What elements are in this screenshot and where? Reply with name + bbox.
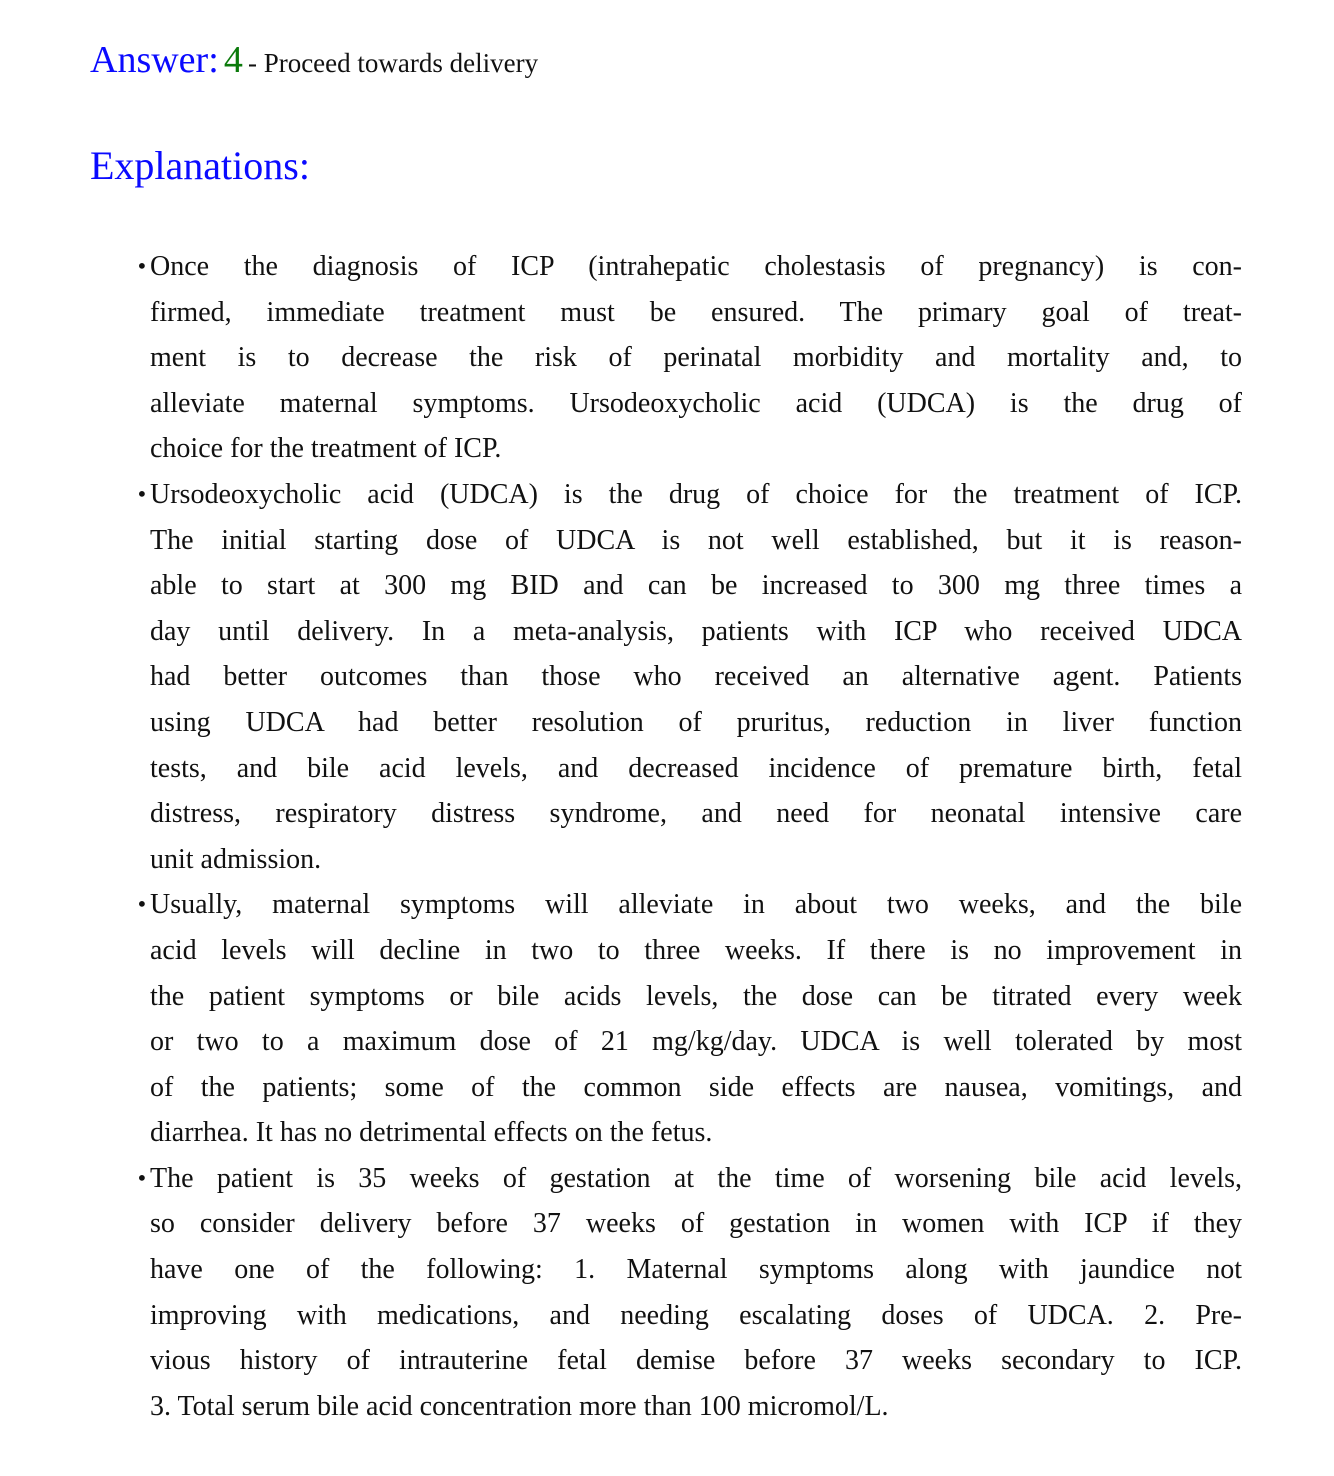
answer-line <box>90 38 538 82</box>
explanation-line-text: The patient is 35 weeks of gestation at the time of worsening bile acid levels, <box>150 1162 1242 1194</box>
explanation-line <box>150 654 1242 700</box>
explanation-line <box>150 1201 1242 1247</box>
explanation-line-text: distress, respiratory distress syndrome, and need for neonatal intensive care <box>150 798 1242 830</box>
explanation-line-text: improving with medications, and needing escalating doses of UDCA. 2. Pre- <box>150 1299 1242 1331</box>
bullet-dot-icon: • <box>136 1165 148 1190</box>
explanation-line <box>150 381 1242 427</box>
explanation-line <box>150 974 1242 1020</box>
bullet-dot-icon: • <box>136 481 148 506</box>
explanation-line-text: 3. Total serum bile acid concentration more than 100 micromol/L. <box>150 1390 889 1422</box>
explanation-item <box>132 1156 1242 1430</box>
explanation-line-text: The initial starting dose of UDCA is not well established, but it is reason- <box>150 524 1242 556</box>
explanation-item <box>132 472 1242 882</box>
explanation-line-text: so consider delivery before 37 weeks of gestation in women with ICP if they <box>150 1208 1242 1240</box>
explanation-line <box>150 426 1242 472</box>
explanation-line-text: Once the diagnosis of ICP (intrahepatic cholestasis of pregnancy) is con- <box>150 251 1242 282</box>
explanation-line <box>150 1065 1242 1111</box>
explanation-line <box>150 472 1242 518</box>
explanation-line-text: able to start at 300 mg BID and can be increased to 300 mg three times a <box>150 570 1242 602</box>
explanation-line-text: alleviate maternal symptoms. Ursodeoxycholic acid (UDCA) is the drug of <box>150 387 1242 419</box>
explanation-list <box>132 244 1242 1429</box>
explanation-line <box>150 609 1242 655</box>
explanation-line <box>150 563 1242 609</box>
explanation-line-text: or two to a maximum dose of 21 mg/kg/day. UDCA is well tolerated by most <box>150 1026 1242 1058</box>
explanation-line-text: Usually, maternal symptoms will alleviate in about two weeks, and the bile <box>150 889 1242 921</box>
explanation-line <box>150 882 1242 928</box>
explanation-line <box>150 1110 1242 1156</box>
explanation-line-text: diarrhea. It has no detrimental effects on the fetus. <box>150 1117 713 1149</box>
explanation-line-text: ment is to decrease the risk of perinatal morbidity and mortality and, to <box>150 342 1242 374</box>
bullet-dot-icon: • <box>136 892 148 917</box>
explanation-line-text: using UDCA had better resolution of pruritus, reduction in liver function <box>150 706 1242 738</box>
explanation-line-text: Ursodeoxycholic acid (UDCA) is the drug of choice for the treatment of ICP. <box>150 478 1242 510</box>
explanation-line <box>150 1293 1242 1339</box>
explanation-line-text: unit admission. <box>150 843 322 875</box>
explanation-line <box>150 1338 1242 1384</box>
explanation-line <box>150 928 1242 974</box>
explanations-heading: Explanations: <box>90 143 310 188</box>
explanation-line <box>150 1156 1242 1202</box>
explanation-line-text: the patient symptoms or bile acids levels, the dose can be titrated every week <box>150 980 1242 1012</box>
explanation-line-text: vious history of intrauterine fetal demise before 37 weeks secondary to ICP. <box>150 1345 1242 1377</box>
explanation-line <box>150 1019 1242 1065</box>
answer-text: - Proceed towards delivery <box>247 48 539 78</box>
explanation-line <box>150 1384 1242 1430</box>
explanation-line-text: tests, and bile acid levels, and decreased incidence of premature birth, fetal <box>150 752 1242 784</box>
explanation-item <box>132 882 1242 1156</box>
explanation-line-text: firmed, immediate treatment must be ensured. The primary goal of treat- <box>150 296 1242 328</box>
explanation-line <box>150 244 1242 290</box>
explanation-line <box>150 1247 1242 1293</box>
explanation-line <box>150 746 1242 792</box>
answer-number: 4 <box>223 39 243 81</box>
explanation-line-text: had better outcomes than those who received an alternative agent. Patients <box>150 661 1242 693</box>
answer-label: Answer: <box>90 39 219 81</box>
explanation-line <box>150 791 1242 837</box>
explanation-line <box>150 837 1242 883</box>
explanation-line-text: have one of the following: 1. Maternal symptoms along with jaundice not <box>150 1254 1242 1286</box>
explanation-line-text: of the patients; some of the common side effects are nausea, vomitings, and <box>150 1071 1242 1103</box>
explanation-line-text: acid levels will decline in two to three weeks. If there is no improvement in <box>150 934 1242 966</box>
explanation-line <box>150 335 1242 381</box>
explanation-line <box>150 700 1242 746</box>
explanation-line-text: choice for the treatment of ICP. <box>150 433 502 465</box>
explanation-line <box>150 518 1242 564</box>
bullet-dot-icon: • <box>136 254 148 278</box>
explanation-item <box>132 244 1242 472</box>
explanation-line <box>150 290 1242 336</box>
explanation-line-text: day until delivery. In a meta-analysis, patients with ICP who received UDCA <box>150 615 1242 647</box>
